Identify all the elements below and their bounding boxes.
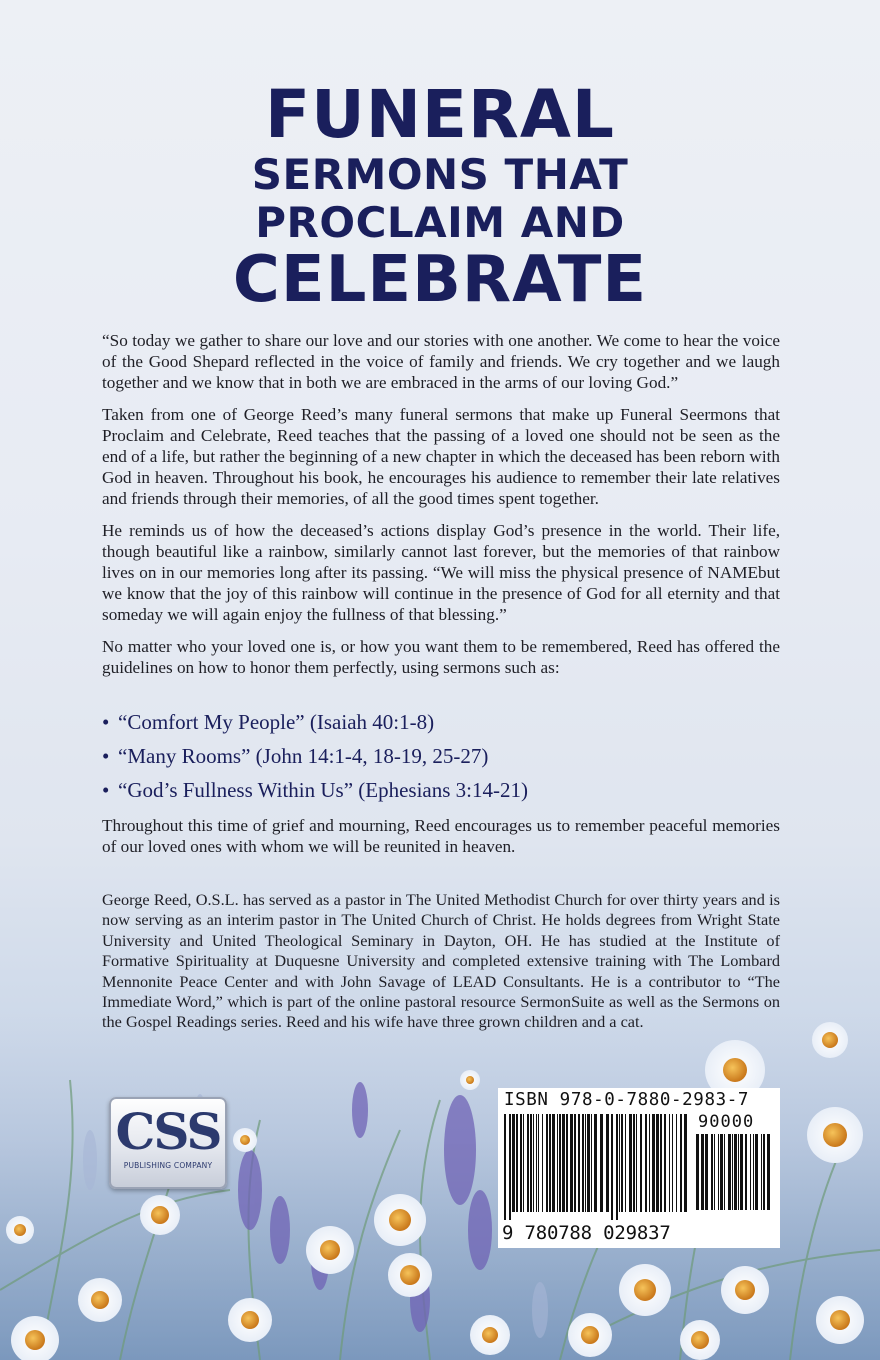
barcode-bar xyxy=(684,1114,687,1212)
barcode-bar xyxy=(750,1134,751,1210)
barcode-bar xyxy=(718,1134,719,1210)
barcode-bar xyxy=(549,1114,551,1212)
barcode-bar xyxy=(566,1114,568,1212)
title-line-1: FUNERAL xyxy=(265,76,615,153)
rainbow-paragraph: He reminds us of how the deceased’s actions display God’s presence in the world. Their life, though beautiful like a rainbow, similarly cannot last forever, but the memories of that rainbow lives on in our memories long after its passing. “We will miss the physical presence of NAMEbut we know that the joy of this rainbow will continue in the presence of God for all eternity and that someday we will again enjoy the fullness of that blessing.” xyxy=(102,521,780,624)
barcode-bar xyxy=(559,1114,561,1212)
barcode-bar xyxy=(755,1134,758,1210)
barcode-bar xyxy=(516,1114,518,1212)
barcode-bar xyxy=(672,1114,673,1212)
bullet-icon: • xyxy=(102,778,110,802)
barcode-bar xyxy=(530,1114,532,1212)
barcode-bar xyxy=(562,1114,565,1212)
title-line-2: SERMONS THAT xyxy=(251,150,629,199)
sermon-list-intro: No matter who your loved one is, or how you want them to be remembered, Reed has offered the guidelines on how to honor them perfectly, using sermons such as: xyxy=(102,637,780,677)
barcode-bar xyxy=(676,1114,677,1212)
barcode-bar xyxy=(701,1134,704,1210)
barcode-bar xyxy=(619,1114,620,1212)
addon-digits: 90000 xyxy=(698,1112,755,1132)
barcode-bar xyxy=(660,1114,662,1212)
opening-quote: “So today we gather to share our love and our stories with one another. We come to hear the voice of the Good Shepard reflected in the voice of family and friends. We cry together and we laugh together and we know that in both we are embraced in the arms of our loving God.” xyxy=(102,331,780,392)
bullet-icon: • xyxy=(102,710,110,734)
barcode-bar xyxy=(732,1134,733,1210)
barcode-bar xyxy=(621,1114,623,1212)
sermon-list xyxy=(102,705,780,807)
title-line-3: PROCLAIM AND xyxy=(255,198,625,247)
barcode-bar xyxy=(640,1114,642,1212)
addon-barcode-bars xyxy=(696,1134,772,1220)
barcode-bar xyxy=(720,1134,723,1210)
barcode-bar xyxy=(740,1134,743,1210)
barcode-bar xyxy=(523,1114,524,1212)
barcode-bar xyxy=(527,1114,529,1212)
barcode-bar xyxy=(606,1114,609,1212)
barcode-bar xyxy=(763,1134,765,1210)
barcode-bar xyxy=(767,1134,770,1210)
barcode-bar xyxy=(585,1114,586,1212)
barcode-bar xyxy=(728,1134,731,1210)
barcode-bar xyxy=(734,1134,737,1210)
barcode-bar xyxy=(591,1114,592,1212)
barcode-bar xyxy=(546,1114,548,1212)
barcode-bar xyxy=(745,1134,747,1210)
author-bio: George Reed, O.S.L. has served as a pastor in The United Methodist Church for over thirty years and is now serving as an interim pastor in The United Church of Christ. He holds degrees from Wright State University and United Theological Seminary in Dayton, OH. He has studied at the Institute of Formative Spirituality at Duquesne University and completed extensive training with The Lombard Mennonite Peace Center and with John Savage of LEAD Consultants. He is a contributor to “The Immediate Word,” which is part of the online pastoral resource SermonSuite as well as the Sermons on the Gospel Readings series. Reed and his wife have three grown children and a cat. xyxy=(102,890,780,1032)
barcode-bar xyxy=(705,1134,708,1210)
barcode-bar xyxy=(649,1114,650,1212)
barcode-bar xyxy=(645,1114,647,1212)
barcode-bar xyxy=(625,1114,626,1212)
barcode-bar xyxy=(533,1114,534,1212)
publisher-logo-text: CSS xyxy=(115,1102,221,1161)
ean-barcode-bars xyxy=(504,1114,690,1222)
barcode-bar xyxy=(512,1114,515,1212)
barcode-bar xyxy=(652,1114,655,1212)
barcode-bar xyxy=(711,1134,713,1210)
barcode-bar xyxy=(669,1114,670,1212)
ean-digits: 9 780788 029837 xyxy=(502,1222,671,1244)
barcode-bar xyxy=(724,1134,725,1210)
barcode-bar xyxy=(738,1134,739,1210)
publisher-logo-subtext: PUBLISHING COMPANY xyxy=(123,1161,213,1170)
isbn-label: ISBN 978-0-7880-2983-7 xyxy=(504,1090,749,1110)
publisher-logo xyxy=(109,1097,227,1189)
barcode-bar xyxy=(680,1114,682,1212)
barcode-bar xyxy=(587,1114,590,1212)
barcode-bar xyxy=(611,1114,613,1220)
barcode-bar xyxy=(552,1114,555,1212)
barcode-bar xyxy=(664,1114,666,1212)
sermon-title: “Comfort My People” (Isaiah 40:1-8) xyxy=(118,710,435,734)
barcode-bar xyxy=(504,1114,506,1220)
barcode-bar xyxy=(753,1134,754,1210)
barcode-bar xyxy=(629,1114,632,1212)
sermon-list-item xyxy=(102,739,780,773)
barcode-bar xyxy=(696,1134,699,1210)
isbn-barcode xyxy=(498,1088,780,1248)
summary-paragraph: Taken from one of George Reed’s many funeral sermons that make up Funeral Seermons that Proclaim and Celebrate, Reed teaches that the passing of a loved one should not be seen as the end of a life, but rather the beginning of a new chapter in which the deceased has been reborn with God in heaven. Throughout his book, he encourages his audience to remember their late relatives and friends through their memories, of all the good times spent together. xyxy=(102,405,780,508)
barcode-bar xyxy=(509,1114,511,1220)
barcode-bar xyxy=(616,1114,618,1220)
barcode-bar xyxy=(578,1114,580,1212)
closing-paragraph: Throughout this time of grief and mourning, Reed encourages us to remember peaceful memories of our loved ones with whom we will be reunited in heaven. xyxy=(102,816,780,856)
barcode-bar xyxy=(633,1114,635,1212)
barcode-bar xyxy=(536,1114,537,1212)
barcode-bar xyxy=(714,1134,715,1210)
barcode-bar xyxy=(582,1114,584,1212)
barcode-bar xyxy=(761,1134,762,1210)
title-line-4: CELEBRATE xyxy=(232,243,648,317)
barcode-bar xyxy=(538,1114,539,1212)
barcode-bar xyxy=(542,1114,543,1212)
sermon-title: “God’s Fullness Within Us” (Ephesians 3:14-21) xyxy=(118,778,528,802)
barcode-bar xyxy=(600,1114,603,1212)
barcode-bar xyxy=(594,1114,597,1212)
sermon-title: “Many Rooms” (John 14:1-4, 18-19, 25-27) xyxy=(118,744,489,768)
barcode-bar xyxy=(557,1114,558,1212)
barcode-bar xyxy=(570,1114,573,1212)
sermon-list-item xyxy=(102,705,780,739)
barcode-bar xyxy=(520,1114,522,1212)
bullet-icon: • xyxy=(102,744,110,768)
barcode-bar xyxy=(656,1114,659,1212)
sermon-list-item xyxy=(102,773,780,807)
barcode-bar xyxy=(636,1114,637,1212)
barcode-bar xyxy=(574,1114,576,1212)
